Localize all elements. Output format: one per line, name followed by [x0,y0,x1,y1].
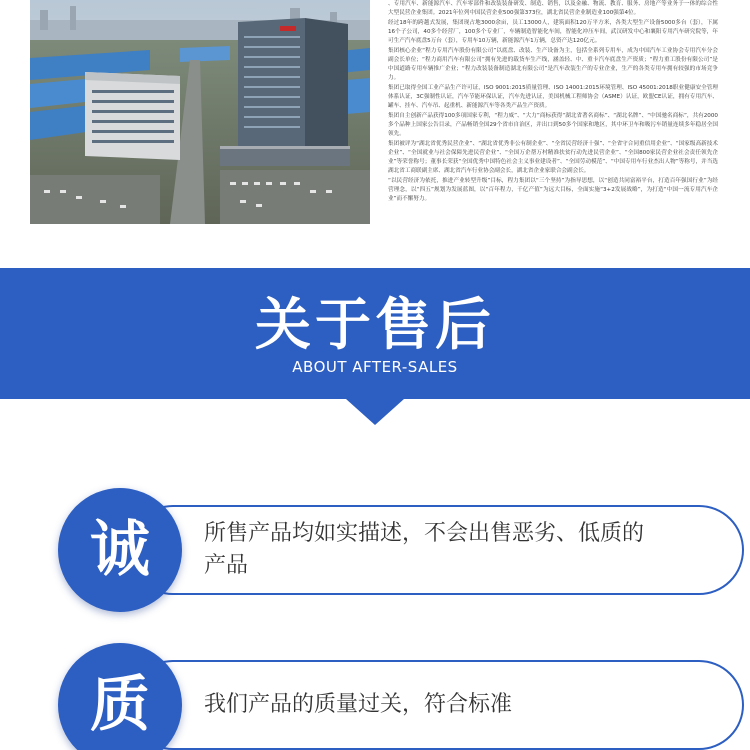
item-description [204,660,664,750]
factory-aerial-photo [30,0,370,224]
company-paragraph: 集团核心企业“程力专用汽车股份有限公司”以底盘、改装、生产设备为主，包括全系列专用车，成为中国汽车工业协会专用汽车分会副会长单位；“程力商用汽车有限公司”拥有先进的载货车生产线，涵盖轻、中、重卡汽车底盘生产资质；“程力重工股份有限公司”是中国道路专用车辆推广企业；“程力改装装备制造湖北有限公司”是汽车改装生产的专业企业，生产的各类专用车拥有较强的市场竞争力。 [388,48,718,81]
company-paragraph: 、专用汽车、新能源汽车、汽车零部件和改装装备研发、制造、销售，以及金融、物流、教育、服务、房地产等业务于一体的综合性大型民营企业集团。2021年位列中国民营企业500强第373位，湖北省民营企业制造业100强第4位。 [388,1,718,16]
company-paragraph: 经过18年的跨越式发展，集团现占地3000余亩，员工13000人，建筑面积120万平方米，各类大型生产设备5000多台（套），下属16个子公司，40多个经营厂，100多个专业厂，车辆制造智能化车间，智能化冲压车间，武汉研发中心和襄阳专用汽车研究院等，年可生产汽车底盘5万台（套），专用车10万辆，新能源汽车1万辆，总资产达120亿元。 [388,20,718,44]
company-paragraph: 集团已取得全国工业产品生产许可证，ISO 9001:2015质量管理、ISO 14001:2015环境管理、ISO 45001:2018职业健康安全管理体系认证，3C强制性认证，汽车节能环保认证，汽车先进认证，美国机械工程师协会（ASME）认证，欧盟CE认证，拥有专用汽车、罐车、挂车、汽车吊、起重机、新能源汽车等各类产品生产资质。 [388,85,718,109]
after-sales-item-quality [58,643,698,750]
banner-subtitle: ABOUT AFTER-SALES [292,358,458,376]
item-badge-circle [58,643,182,750]
top-section [0,0,750,268]
company-paragraph: 集团自主创新产品获得100多项国家专利，“程力威”、“大力”商标获得“湖北省著名商标”、“湖北名牌”、“中国驰名商标”，共有2000多个品种上国家公告目录，产品畅销全国29个省市自治区，并出口到50多个国家和地区，其中环卫车和吸污车销量连续多年稳居全国领先。 [388,113,718,137]
item-description-text: 我们产品的质量过关，符合标准 [204,692,513,717]
after-sales-banner [0,268,750,399]
factory-illustration [30,0,370,224]
item-badge-char: 诚 [90,515,150,585]
banner-notch-arrow [346,399,404,425]
item-description-text: 所售产品均如实描述，不会出售恶劣、低质的产品 [204,521,645,578]
company-introduction [388,0,718,224]
after-sales-item-honesty [58,488,698,612]
item-description [204,505,664,595]
item-badge-char: 质 [90,670,150,740]
company-paragraph: “以民营经济为依托，推进产业转型升级”目标，程力集团以“三个坚持”为指导思想，以“创造共同富裕平台，打造百年强国行业”为经营理念，以“四五”规划为发展蓝图，以“百年程力，千亿产值”为远大目标，全面实施“3+2发展战略”，为打造“中国一流专用汽车企业”而不懈努力。 [388,178,718,202]
item-badge-circle [58,488,182,612]
company-paragraph: 集团被评为“湖北省优秀民营企业”、“湖北省优秀非公有制企业”、“全省民营经济十强”、“全省守合同重信用企业”、“国家级高新技术企业”、“全国就业与社会保障先进民营企业”、“全国万企帮万村精准扶贫行动先进民营企业”、“全国800家民营企业社会责任领先企业”等荣誉称号；董事长荣获“全国优秀中国特色社会主义事业建设者”、“全国劳动模范”、“中国专用车行业杰出人物”等称号，并当选湖北省工商联副主席、湖北省汽车行业协会副会长，湖北省企业家联合会副会长。 [388,141,718,174]
banner-title: 关于售后 [255,293,495,358]
